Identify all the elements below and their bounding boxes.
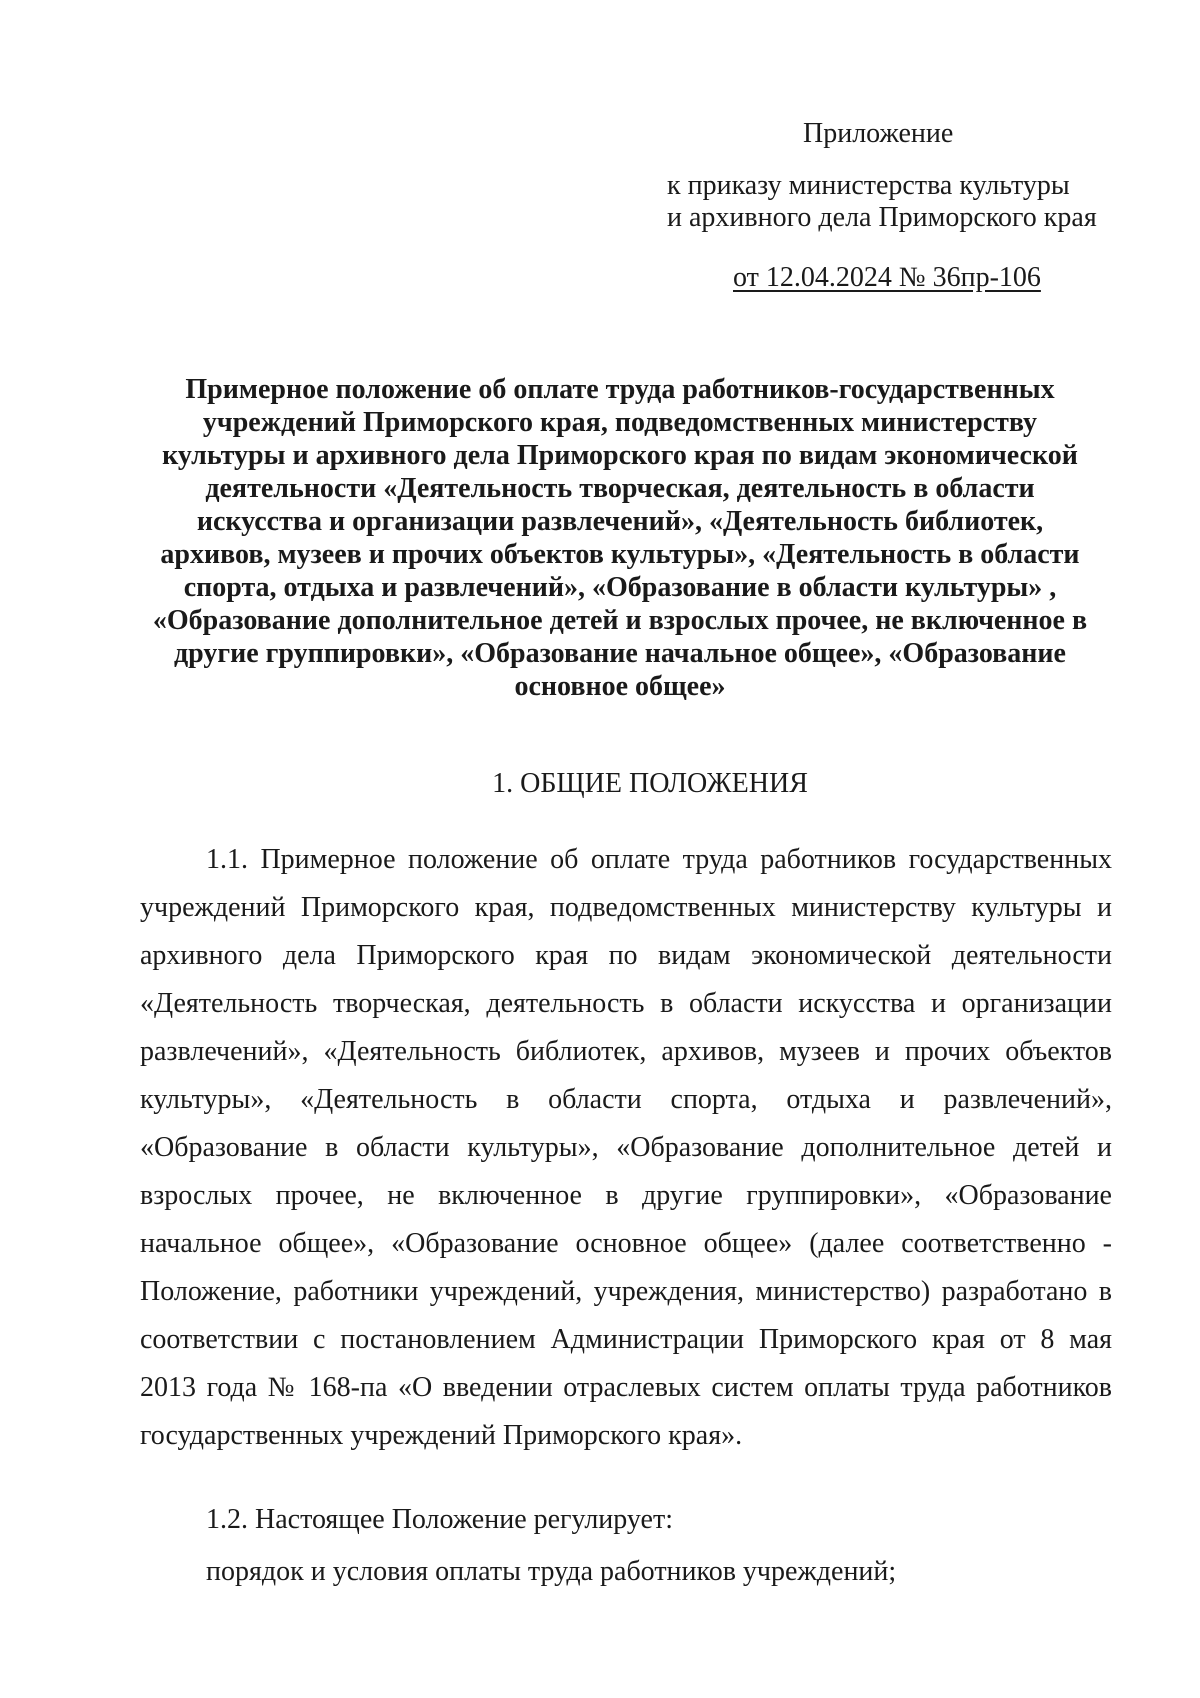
paragraph-list-item: порядок и условия оплаты труда работников учреждений; <box>206 1556 897 1587</box>
paragraph-1-2: 1.2. Настоящее Положение регулирует: <box>206 1504 673 1535</box>
appendix-order-line-1: к приказу министерства культуры <box>667 170 1070 201</box>
document-title: Примерное положение об оплате труда работников-государственных учреждений Приморского края, подведомственных министерству культуры и архивного дела Приморского края по видам экономической деятельности «Деятельность творческая, деятельность в области искусства и организации развлечений», «Деятельность библиотек, архивов, музеев и прочих объектов культуры», «Деятельность в области спорта, отдыха и развлечений», «Образование в области культуры» , «Образование дополнительное детей и взрослых прочее, не включенное в другие группировки», «Образование начальное общее», «Образование основное общее» <box>152 374 1088 702</box>
appendix-order-line-2: и архивного дела Приморского края <box>667 202 1097 233</box>
appendix-title: Приложение <box>803 118 954 149</box>
paragraph-1-1: 1.1. Примерное положение об оплате труда работников государственных учреждений Приморского края, подведомственных министерству культуры и архивного дела Приморского края по видам экономической деятельности «Деятельность творческая, деятельность в области искусства и организации развлечений», «Деятельность библиотек, архивов, музеев и прочих объектов культуры», «Деятельность в области спорта, отдыха и развлечений», «Образование в области культуры», «Образование дополнительное детей и взрослых прочее, не включенное в другие группировки», «Образование начальное общее», «Образование основное общее» (далее соответственно - Положение, работники учреждений, учреждения, министерство) разработано в соответствии с постановлением Администрации Приморского края от 8 мая 2013 года № 168-па «О введении отраслевых систем оплаты труда работников государственных учреждений Приморского края». <box>140 844 1112 1451</box>
section-heading: 1. ОБЩИЕ ПОЛОЖЕНИЯ <box>492 768 808 799</box>
appendix-order-date: от 12.04.2024 № 36пр-106 <box>733 262 1041 293</box>
